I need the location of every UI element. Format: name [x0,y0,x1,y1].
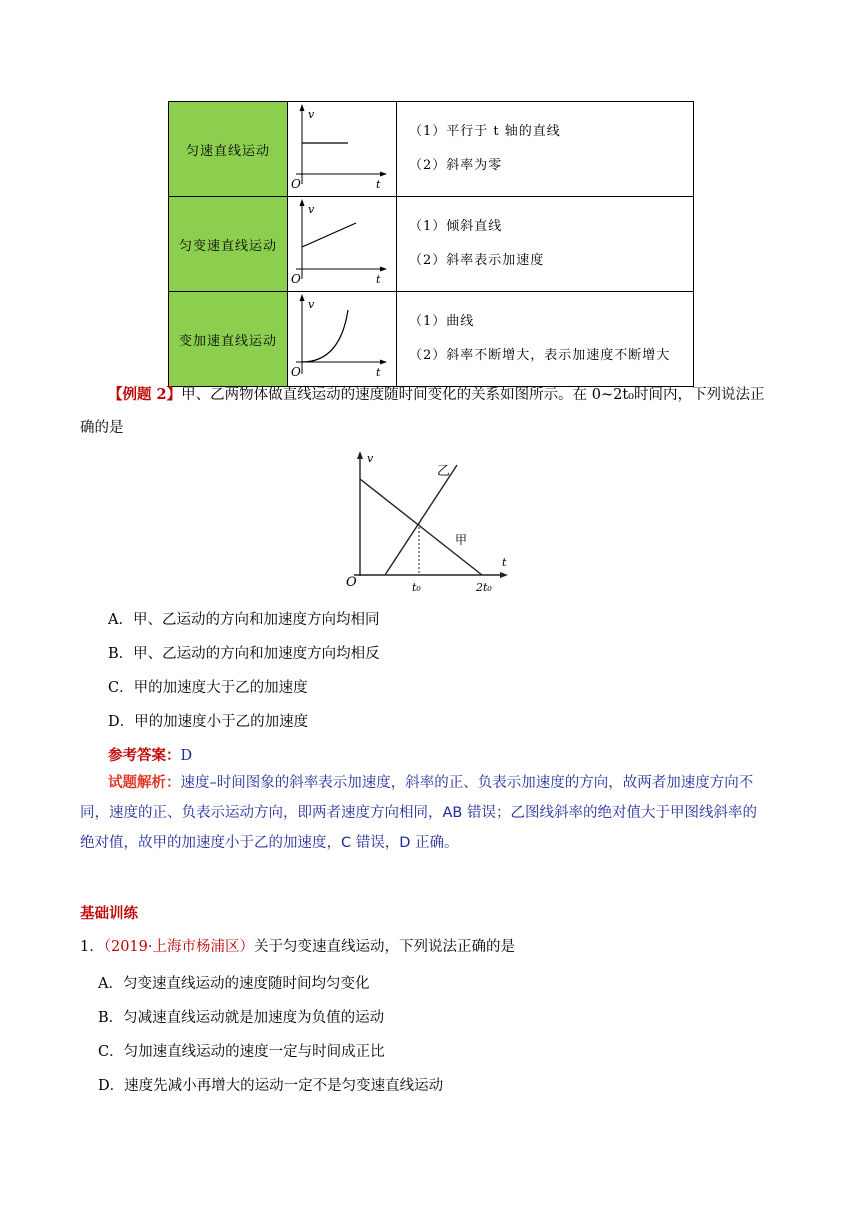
graph-jia: 甲 [455,533,468,547]
q1-option-a: A．匀变速直线运动的速度随时间均匀变化 [98,976,370,992]
example-stem [108,385,808,405]
graph-t0: t₀ [412,581,421,594]
desc-line: （2）斜率不断增大，表示加速度不断增大 [409,348,671,363]
motion-name: 变加速直线运动 [169,292,288,387]
q1-option-c: C．匀加速直线运动的速度一定与时间成正比 [98,1044,385,1060]
vt-graph [288,102,397,197]
motion-name: 匀速直线运动 [169,102,288,197]
yi-line [385,465,457,575]
table-row [169,197,694,292]
graph-2t0: 2t₀ [476,581,492,594]
desc-line: （2）斜率表示加速度 [409,253,545,268]
axis-v: v [308,108,315,121]
vt-graph-linear [288,197,396,287]
answer-value: D [180,748,193,764]
axis-t: t [376,273,381,286]
origin: O [291,272,301,286]
graph-v: v [367,452,374,465]
analysis-label: 试题解析： [108,775,181,791]
answer-line [108,744,192,765]
motion-table [168,101,694,387]
axis-t: t [376,366,381,379]
motion-desc [397,102,694,197]
analysis-line: 绝对值，故甲的加速度小于乙的加速度，C 错误，D 正确。 [80,835,459,851]
q1-option-d: D．速度先减小再增大的运动一定不是匀变速直线运动 [98,1078,444,1094]
example-tag: 【例题 2】 [108,386,182,403]
q1-option-b: B．匀减速直线运动就是加速度为负值的运动 [98,1010,385,1026]
axis-t: t [376,178,381,191]
answer-label: 参考答案： [108,747,181,764]
option-a: A．甲、乙运动的方向和加速度方向均相同 [108,612,380,628]
analysis-text: 速度–时间图象的斜率表示加速度，斜率的正、负表示加速度的方向，故两者加速度方向不 [180,775,754,791]
motion-name: 匀变速直线运动 [169,197,288,292]
q1-text: 关于匀变速直线运动，下列说法正确的是 [254,939,515,955]
q1-stem [80,937,800,957]
option-b: B．甲、乙运动的方向和加速度方向均相反 [108,646,380,662]
graph-yi: 乙 [437,464,451,479]
desc-line: （2）斜率为零 [409,158,503,173]
graph-o: O [346,575,357,590]
example-text: 甲、乙两物体做直线运动的速度随时间变化的关系如图所示。在 0~2t₀时间内，下列说法正 [181,387,765,403]
motion-desc [397,197,694,292]
axis-v: v [308,298,315,311]
vt-graph [288,292,397,387]
table-row [169,102,694,197]
q1-source: （2019·上海市杨浦区） [103,939,254,955]
desc-line: （1）平行于 t 轴的直线 [409,124,561,139]
example-stem-cont: 确的是 [80,420,124,436]
analysis-line [80,768,792,798]
axis-v: v [308,203,315,216]
section-heading: 基础训练 [80,905,138,922]
motion-desc [397,292,694,387]
option-d: D．甲的加速度小于乙的加速度 [108,714,309,730]
analysis-line: 同，速度的正、负表示运动方向，即两者速度方向相同，AB 错误；乙图线斜率的绝对值大于甲图线斜率的 [80,805,757,821]
desc-line: （1）倾斜直线 [409,219,503,234]
option-c: C．甲的加速度大于乙的加速度 [108,680,308,696]
origin: O [291,177,301,191]
example-vt-graph [340,448,520,600]
vt-graph [288,197,397,292]
analysis-block [80,768,792,858]
q1-number: 1． [80,939,104,955]
origin: O [291,365,301,379]
vt-graph-flat [288,102,396,192]
desc-line: （1）曲线 [409,314,475,329]
table-row [169,292,694,387]
jia-line [360,479,482,575]
vt-graph-convex [288,292,396,382]
graph-t: t [502,556,507,569]
